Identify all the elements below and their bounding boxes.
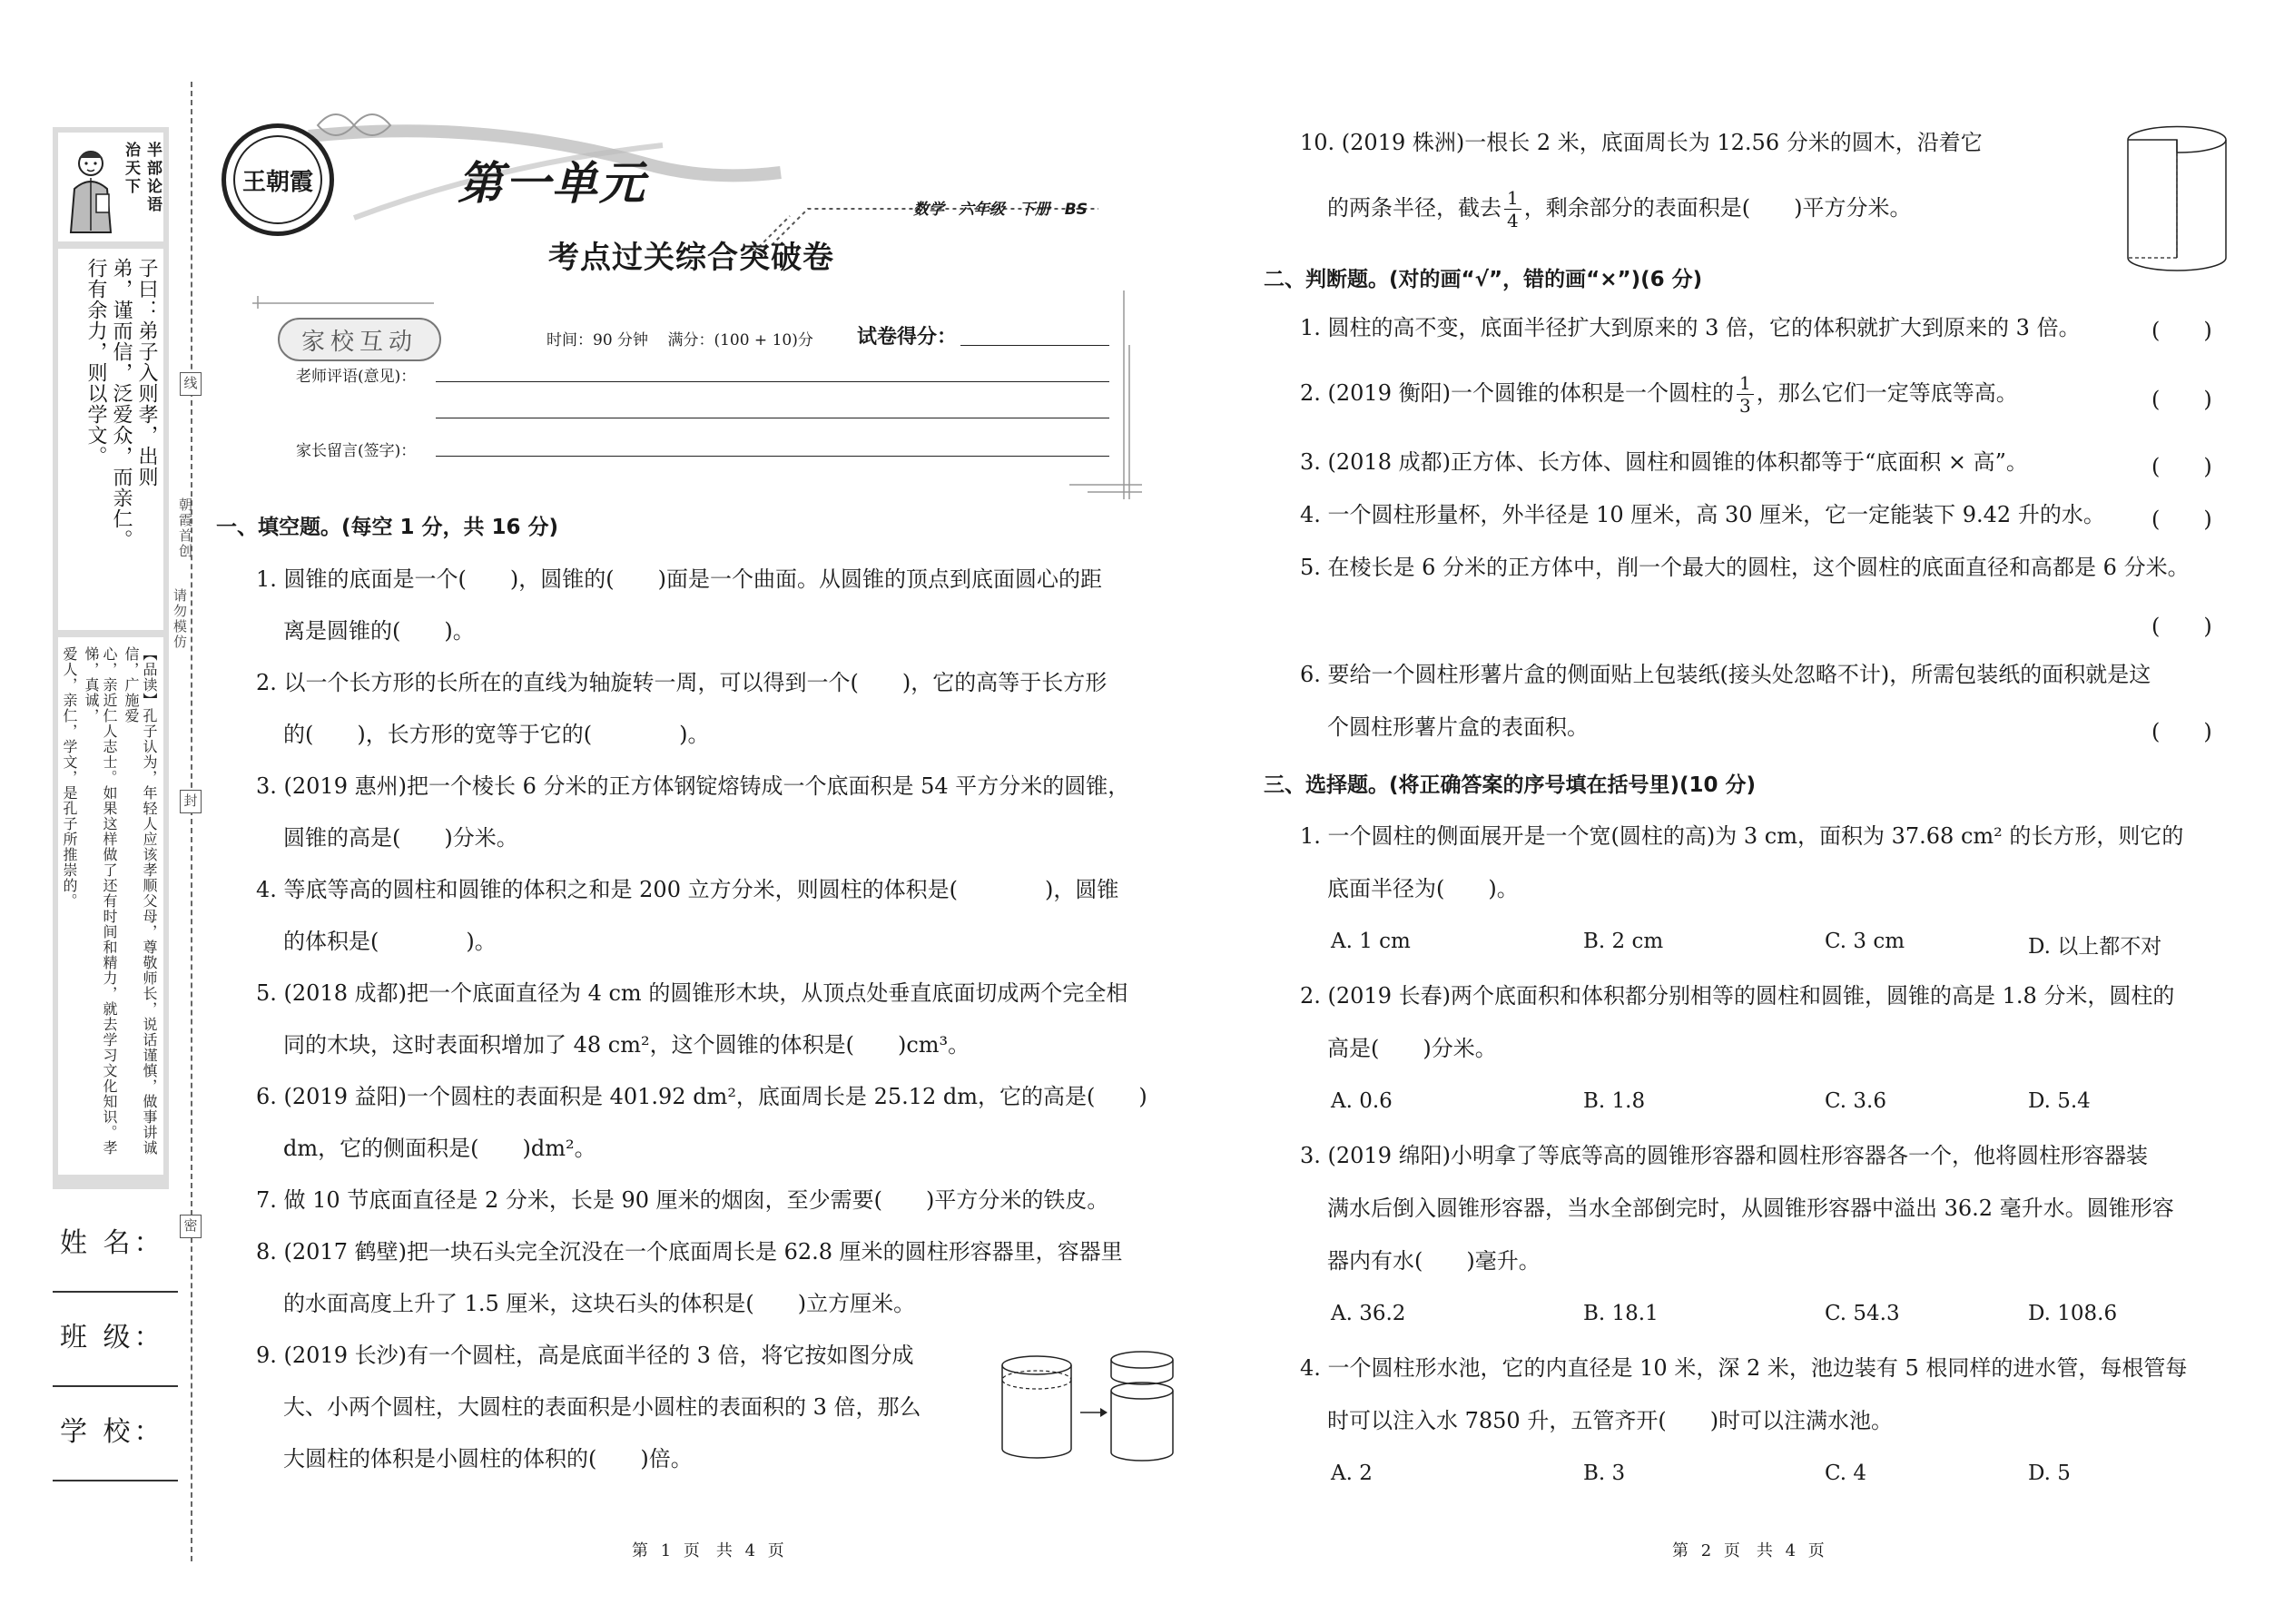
q1-1-line-2: 离是圆锥的( )。 (283, 618, 475, 644)
q2-6-line-1: 6. 要给一个圆柱形薯片盒的侧面贴上包装纸(接头处忽略不计)，所需包装纸的面积就是这 (1300, 662, 2151, 687)
note-col-3: 爱人，亲仁，学文，是孔子所推崇的。 (61, 646, 78, 909)
fold-mark-line: 线 (180, 372, 202, 396)
q1-4-line-1: 4. 等底等高的圆柱和圆锥的体积之和是 200 立方分米，则圆柱的体积是( )，圆锥 (256, 877, 1119, 902)
q2-2-answer[interactable]: ( ) (2151, 387, 2212, 412)
q3-1-option-a: A. 1 cm (1331, 930, 1411, 953)
quote-col-3: 行有余力，则以学文。 (84, 258, 107, 467)
q3-3-line-3: 器内有水( )毫升。 (1327, 1248, 1541, 1274)
q1-2-line-1: 2. 以一个长方形的长所在的直线为轴旋转一周，可以得到一个( )，它的高等于长方形 (256, 670, 1108, 695)
quote-commentary (58, 637, 163, 1175)
student-info (53, 1198, 178, 1481)
page-number-right: 第 2 页 共 4 页 (1672, 1541, 1825, 1560)
q3-3-option-a: A. 36.2 (1331, 1302, 1406, 1325)
q3-4-option-c: C. 4 (1825, 1462, 1867, 1485)
exam-time: 时间：90 分钟 (546, 331, 649, 349)
q1-9-line-3: 大圆柱的体积是小圆柱的体积的( )倍。 (283, 1446, 693, 1471)
cylinder-split-figure (993, 1349, 1177, 1467)
q3-3-option-d: D. 108.6 (2028, 1302, 2118, 1325)
fold-label-original: 朝霞首创 (177, 497, 193, 559)
motto (122, 142, 162, 238)
fold-mark-seal: 封 (180, 790, 202, 813)
q2-2 (1300, 367, 2018, 419)
q3-2-option-c: C. 3.6 (1825, 1089, 1886, 1113)
motto-col-1: 半部论语 (143, 142, 162, 214)
q1-7-line-1: 7. 做 10 节底面直径是 2 分米，长是 90 厘米的烟囱，至少需要( )平方分米的铁皮。 (256, 1187, 1109, 1213)
section-1-title: 一、填空题。(每空 1 分，共 16 分) (216, 516, 559, 539)
q3-1-line-1: 1. 一个圆柱的侧面展开是一个宽(圆柱的高)为 3 cm，面积为 37.68 cm² 的长方形，则它的 (1300, 823, 2184, 849)
q1-3-line-2: 圆锥的高是( )分米。 (283, 825, 518, 851)
home-school-label: 家校互动 (300, 328, 418, 356)
q1-8-line-2: 的水面高度上升了 1.5 厘米，这块石头的体积是( )立方厘米。 (283, 1291, 916, 1316)
q1-1-line-1: 1. 圆锥的底面是一个( )，圆锥的( )面是一个曲面。从圆锥的顶点到底面圆心的距 (256, 566, 1102, 592)
fold-label-no-copy: 请勿模仿 (172, 588, 188, 650)
q2-4: 4. 一个圆柱形量杯，外半径是 10 厘米，高 30 厘米，它一定能装下 9.42 升的水。 (1300, 502, 2105, 527)
q2-2-text-a: 2. (2019 衡阳)一个圆锥的体积是一个圆柱的 (1300, 380, 1734, 406)
fraction-one-quarter (1504, 187, 1521, 231)
frac-den: 3 (1738, 395, 1751, 417)
q3-2-option-b: B. 1.8 (1583, 1089, 1646, 1113)
section-2-title: 二、判断题。(对的画“√”，错的画“×”)(6 分) (1264, 268, 1703, 291)
q3-1-option-d: D. 以上都不对 (2028, 935, 2162, 959)
q2-1: 1. 圆柱的高不变，底面半径扩大到原来的 3 倍，它的体积就扩大到原来的 3 倍。 (1300, 315, 2081, 340)
parent-note-field[interactable] (436, 456, 1109, 457)
q3-4-option-d: D. 5 (2028, 1462, 2071, 1485)
q3-3-option-b: B. 18.1 (1583, 1302, 1659, 1325)
school-field[interactable] (53, 1387, 178, 1481)
quote-col-2: 弟，谨而信，泛爱众，而亲仁。 (110, 258, 133, 550)
score-label: 试卷得分： (857, 326, 958, 349)
home-school-badge (278, 318, 441, 361)
q2-3: 3. (2018 成都)正方体、长方体、圆柱和圆锥的体积都等于“底面积 × 高”。 (1300, 449, 2028, 475)
q1-6-line-1: 6. (2019 益阳)一个圆柱的表面积是 401.92 dm²，底面周长是 25.12 dm，它的高是( ) (256, 1084, 1147, 1109)
q2-1-answer[interactable]: ( ) (2151, 318, 2212, 343)
confucius-illustration (64, 143, 116, 236)
confucius-quote (58, 249, 163, 630)
q2-4-answer[interactable]: ( ) (2151, 507, 2212, 532)
fraction-one-third (1737, 372, 1754, 417)
fold-line (191, 82, 192, 1561)
brand-logo (222, 123, 334, 236)
q2-2-text-b: ，那么它们一定等底等高。 (1756, 380, 2018, 406)
q3-3-line-1: 3. (2019 绵阳)小明拿了等底等高的圆锥形容器和圆柱形容器各一个，他将圆柱形容器装 (1300, 1143, 2148, 1168)
q1-5-line-1: 5. (2018 成都)把一个底面直径为 4 cm 的圆锥形木块，从顶点处垂直底面切成两个完全相 (256, 980, 1128, 1006)
q1-8-line-1: 8. (2017 鹤壁)把一块石头完全沉没在一个底面周长是 62.8 厘米的圆柱形容器里，容器里 (256, 1239, 1123, 1265)
book-info: 数学 六年级 下册 BS (913, 201, 1088, 219)
teacher-comment-label: 老师评语(意见)： (296, 368, 417, 386)
q1-10-line-2 (1327, 182, 1911, 234)
page-number-left: 第 1 页 共 4 页 (632, 1541, 784, 1560)
q1-6-line-2: dm，它的侧面积是( )dm²。 (283, 1136, 596, 1161)
q1-10-line-1: 10. (2019 株洲)一根长 2 米，底面周长为 12.56 分米的圆木，沿着它 (1300, 130, 1983, 155)
class-label: 班 级： (60, 1322, 165, 1353)
q1-5-line-2: 同的木块，这时表面积增加了 48 cm²，这个圆锥的体积是( )cm³。 (283, 1032, 970, 1058)
q3-1-option-b: B. 2 cm (1583, 930, 1664, 953)
q2-5-answer[interactable]: ( ) (2151, 614, 2212, 639)
name-field[interactable] (53, 1198, 178, 1293)
unit-title: 第一单元 (458, 157, 646, 210)
q2-6-answer[interactable]: ( ) (2151, 719, 2212, 744)
q1-10-text-b: ，剩余部分的表面积是( )平方分米。 (1523, 195, 1912, 221)
q3-3-option-c: C. 54.3 (1825, 1302, 1900, 1325)
q3-1-option-c: C. 3 cm (1825, 930, 1905, 953)
q3-4-option-b: B. 3 (1583, 1462, 1626, 1485)
q1-9-line-1: 9. (2019 长沙)有一个圆柱，高是底面半径的 3 倍，将它按如图分成 (256, 1343, 914, 1368)
class-field[interactable] (53, 1293, 178, 1387)
score-field[interactable] (960, 345, 1109, 346)
q1-3-line-1: 3. (2019 惠州)把一个棱长 6 分米的正方体钢锭熔铸成一个底面积是 54 平方分米的圆锥， (256, 773, 1130, 799)
q3-2-option-a: A. 0.6 (1331, 1089, 1393, 1113)
fold-mark-secret: 密 (180, 1215, 202, 1238)
q2-5: 5. 在棱长是 6 分米的正方体中，削一个最大的圆柱，这个圆柱的底面直径和高都是 6 分米。 (1300, 555, 2190, 580)
frac-den: 4 (1507, 210, 1519, 231)
exam-meta (546, 327, 828, 349)
q3-4-option-a: A. 2 (1331, 1462, 1373, 1485)
note-col-1: 【品读】孔子认为，年轻人应该孝顺父母，尊敬师长，说话谨慎，做事讲诚信，广施爱 (123, 646, 158, 1156)
q1-10-text-a: 的两条半径，截去 (1327, 195, 1501, 221)
logo-text: 王朝霞 (241, 168, 313, 196)
q3-4-line-2: 时可以注入水 7850 升，五管齐开( )时可以注满水池。 (1327, 1408, 1894, 1433)
teacher-comment-field-1[interactable] (436, 381, 1109, 382)
motto-panel (58, 133, 163, 241)
quote-col-1: 子曰：弟子入则孝，出则 (135, 258, 158, 487)
name-label: 姓 名： (60, 1227, 165, 1259)
sidebar (53, 127, 169, 1189)
q2-6-line-2: 个圆柱形薯片盒的表面积。 (1327, 714, 1589, 740)
log-cut-figure (2122, 122, 2231, 276)
frac-num: 1 (1737, 372, 1754, 395)
frac-num: 1 (1504, 187, 1521, 210)
section-3-title: 三、选择题。(将正确答案的序号填在括号里)(10 分) (1264, 773, 1757, 797)
q1-4-line-2: 的体积是( )。 (283, 929, 497, 954)
q2-3-answer[interactable]: ( ) (2151, 454, 2212, 479)
q1-2-line-2: 的( )，长方形的宽等于它的( )。 (283, 722, 710, 747)
q3-3-line-2: 满水后倒入圆锥形容器，当水全部倒完时，从圆锥形容器中溢出 36.2 毫升水。圆锥形容 (1327, 1196, 2174, 1221)
exam-full-score: 满分：(100 + 10)分 (667, 331, 813, 349)
q3-2-line-2: 高是( )分米。 (1327, 1036, 1497, 1061)
exam-title: 考点过关综合突破卷 (548, 240, 834, 276)
q3-2-option-d: D. 5.4 (2028, 1089, 2091, 1113)
note-col-2: 心，亲近仁人志士。如果这样做了还有时间和精力，就去学习文化知识。孝悌，真诚， (83, 646, 118, 1156)
school-label: 学 校： (60, 1416, 165, 1448)
parent-note-label: 家长留言(签字)： (296, 442, 417, 460)
q3-1-line-2: 底面半径为( )。 (1327, 876, 1519, 901)
q1-9-line-2: 大、小两个圆柱，大圆柱的表面积是小圆柱的表面积的 3 倍，那么 (283, 1394, 921, 1420)
motto-col-2: 治天下 (122, 142, 140, 196)
q3-4-line-1: 4. 一个圆柱形水池，它的内直径是 10 米，深 2 米，池边装有 5 根同样的进水管，每根管每 (1300, 1355, 2188, 1381)
q3-2-line-1: 2. (2019 长春)两个底面积和体积都分别相等的圆柱和圆锥，圆锥的高是 1.8 分米，圆柱的 (1300, 983, 2175, 1009)
